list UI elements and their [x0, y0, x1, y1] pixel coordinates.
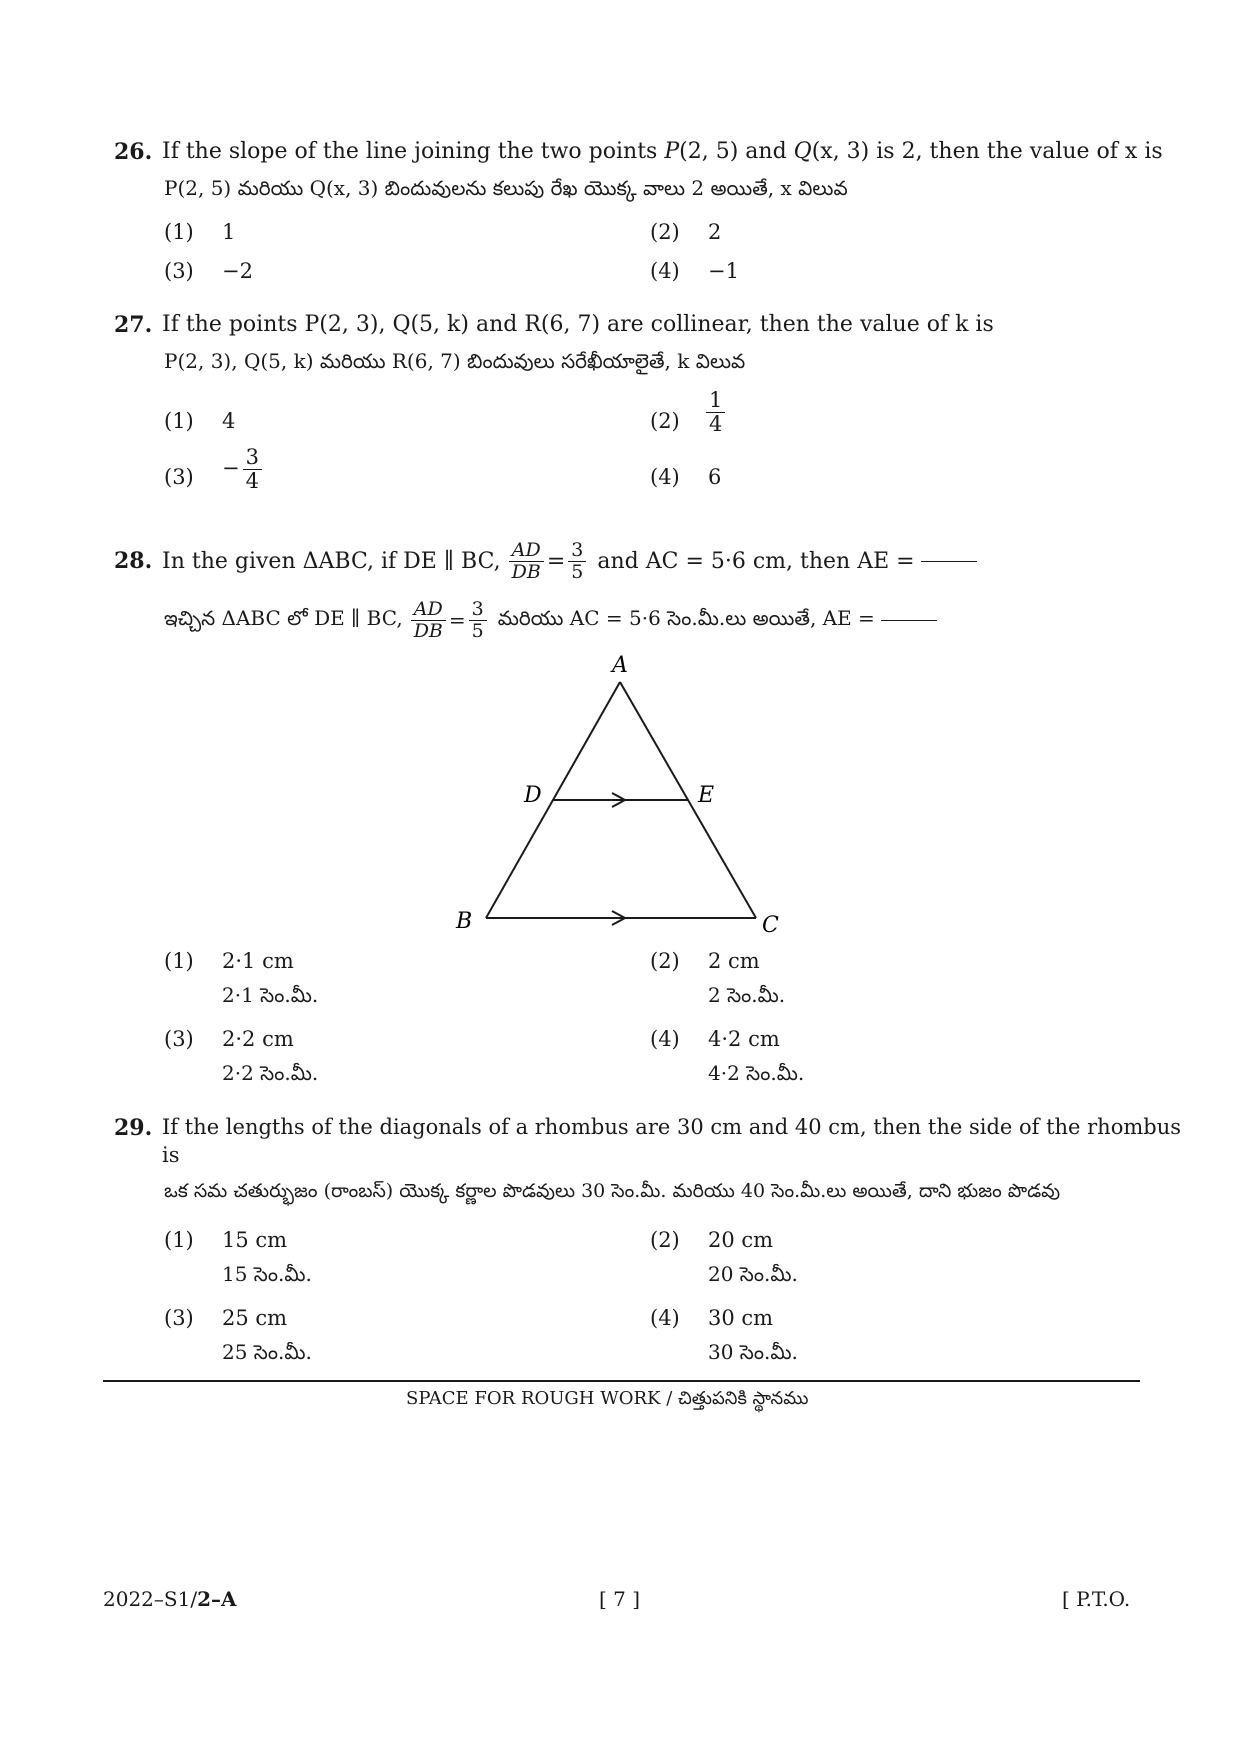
- q26-opt1-val: 1: [222, 220, 236, 244]
- q28-en-eq: =: [546, 548, 566, 574]
- q27-opt2-frac-den: 4: [709, 412, 723, 437]
- paper-code: [103, 1587, 237, 1611]
- q29-opt4-sub: 30 సెం.మీ.: [708, 1340, 798, 1364]
- triangle-figure: [440, 650, 800, 940]
- q28-opt4-num: (4): [650, 1027, 680, 1051]
- q28-en-frac-den: DB: [511, 560, 541, 583]
- q28-te-frac2-den: 5: [471, 619, 484, 642]
- q28-en-frac2-num: 3: [568, 540, 586, 562]
- q27-opt1-val: 4: [222, 409, 236, 433]
- rough-work-label: SPACE FOR ROUGH WORK / చిత్తుపనికి స్థానము: [406, 1388, 809, 1409]
- q29-opt2-val: 20 cm: [708, 1228, 774, 1252]
- q27-opt2-frac-num: 1: [706, 389, 725, 413]
- q27-opt3-frac-num: 3: [243, 446, 262, 470]
- q29-opt1-val: 15 cm: [222, 1228, 288, 1252]
- q29-opt1-sub: 15 సెం.మీ.: [222, 1262, 312, 1286]
- q26-opt2-num: (2): [650, 220, 680, 244]
- q26-en-p: P: [664, 139, 680, 164]
- q27-opt1-num: (1): [164, 409, 194, 433]
- q27-opt2-fraction: [703, 389, 728, 436]
- rough-work-divider: [103, 1380, 1140, 1382]
- pto-label: [ P.T.O.: [1062, 1587, 1131, 1611]
- q27-opt4-num: (4): [650, 465, 680, 489]
- q28-opt4-sub: 4·2 సెం.మీ.: [708, 1061, 805, 1085]
- q26-opt3-num: (3): [164, 259, 194, 283]
- q29-opt1-num: (1): [164, 1228, 194, 1252]
- q28-opt2-sub: 2 సెం.మీ.: [708, 983, 786, 1007]
- q26-number: 26.: [114, 139, 153, 165]
- q29-english-line2: is: [162, 1143, 180, 1167]
- paper-code-bold: 2–A: [197, 1587, 237, 1611]
- q28-te-frac-den: DB: [413, 619, 443, 642]
- q26-en-q: Q: [793, 139, 812, 164]
- q28-telugu-text: [164, 590, 937, 650]
- q29-english-line1: If the lengths of the diagonals of a rhombus are 30 cm and 40 cm, then the side of the rhombus: [162, 1115, 1182, 1139]
- q29-opt3-val: 25 cm: [222, 1306, 288, 1330]
- q28-number: 28.: [114, 548, 153, 574]
- q28-te-frac2-num: 3: [469, 599, 487, 621]
- q28-opt1-val: 2·1 cm: [222, 949, 294, 973]
- q29-opt2-sub: 20 సెం.మీ.: [708, 1262, 798, 1286]
- q28-te-b: మరియు AC = 5·6 సెం.మీ.లు అయితే, AE =: [497, 605, 875, 630]
- q26-telugu-text: P(2, 5) మరియు Q(x, 3) బిందువులను కలుపు రేఖ యొక్క వాలు 2 అయితే, x విలువ: [164, 176, 848, 200]
- q29-opt3-num: (3): [164, 1306, 194, 1330]
- q29-opt2-num: (2): [650, 1228, 680, 1252]
- q28-te-a: ఇచ్చిన ΔABC లో DE ∥ BC,: [164, 605, 403, 630]
- q28-opt1-sub: 2·1 సెం.మీ.: [222, 983, 319, 1007]
- q28-opt2-num: (2): [650, 949, 680, 973]
- q29-number: 29.: [114, 1115, 153, 1141]
- q28-te-frac-num: AD: [411, 599, 446, 621]
- q26-en-and: and: [738, 139, 794, 164]
- vertex-label-d: D: [524, 783, 542, 808]
- q27-opt3-num: (3): [164, 465, 194, 489]
- vertex-label-b: B: [456, 909, 473, 934]
- q27-opt4-val: 6: [708, 465, 722, 489]
- q28-opt3-val: 2·2 cm: [222, 1027, 294, 1051]
- q28-en-b: and AC = 5·6 cm, then AE =: [597, 548, 915, 574]
- q26-opt3-val: −2: [222, 259, 253, 283]
- q29-opt3-sub: 25 సెం.మీ.: [222, 1340, 312, 1364]
- q28-opt2-val: 2 cm: [708, 949, 760, 973]
- q28-te-blank: [881, 619, 937, 621]
- q28-opt1-num: (1): [164, 949, 194, 973]
- q28-en-frac-num: AD: [509, 540, 544, 562]
- q26-en-qc: (x, 3): [811, 139, 870, 164]
- q28-english-text: [162, 531, 977, 591]
- q27-opt3-fraction: [222, 446, 265, 493]
- q27-opt3-sign: −: [222, 456, 240, 481]
- paper-code-prefix: 2022–S1/: [103, 1587, 198, 1611]
- q27-opt3-frac-den: 4: [245, 469, 259, 494]
- q28-te-eq: =: [448, 608, 466, 632]
- q28-en-a: In the given ΔABC, if DE ∥ BC,: [162, 548, 501, 574]
- q26-en-tail: is 2, then the value of x is: [869, 139, 1163, 164]
- q27-telugu-text: P(2, 3), Q(5, k) మరియు R(6, 7) బిందువులు సరేఖీయాలైతే, k విలువ: [164, 349, 746, 373]
- q26-opt1-num: (1): [164, 220, 194, 244]
- q28-opt4-val: 4·2 cm: [708, 1027, 780, 1051]
- q28-en-blank: [921, 560, 977, 562]
- vertex-label-e: E: [698, 783, 715, 808]
- q27-opt2-num: (2): [650, 409, 680, 433]
- q26-english-text: [162, 139, 1163, 164]
- q26-en-a: If the slope of the line joining the two points: [162, 139, 665, 164]
- q27-english-text: If the points P(2, 3), Q(5, k) and R(6, 7) are collinear, then the value of k is: [162, 312, 994, 337]
- q29-opt4-num: (4): [650, 1306, 680, 1330]
- q29-telugu-text: ఒక సమ చతుర్భుజం (రాంబస్) యొక్క కర్ణాల పొడవులు 30 సెం.మీ. మరియు 40 సెం.మీ.లు అయితే, దాని భుజం పొడవు: [164, 1180, 1061, 1202]
- q26-en-pc: (2, 5): [679, 139, 739, 164]
- vertex-label-a: A: [612, 653, 628, 678]
- q28-opt3-num: (3): [164, 1027, 194, 1051]
- q26-opt4-val: −1: [708, 259, 739, 283]
- q26-opt2-val: 2: [708, 220, 722, 244]
- vertex-label-c: C: [762, 913, 779, 938]
- q28-opt3-sub: 2·2 సెం.మీ.: [222, 1061, 319, 1085]
- page-number: [ 7 ]: [599, 1587, 641, 1611]
- q28-en-frac2-den: 5: [571, 560, 584, 583]
- q29-opt4-val: 30 cm: [708, 1306, 774, 1330]
- q26-opt4-num: (4): [650, 259, 680, 283]
- q27-number: 27.: [114, 312, 153, 338]
